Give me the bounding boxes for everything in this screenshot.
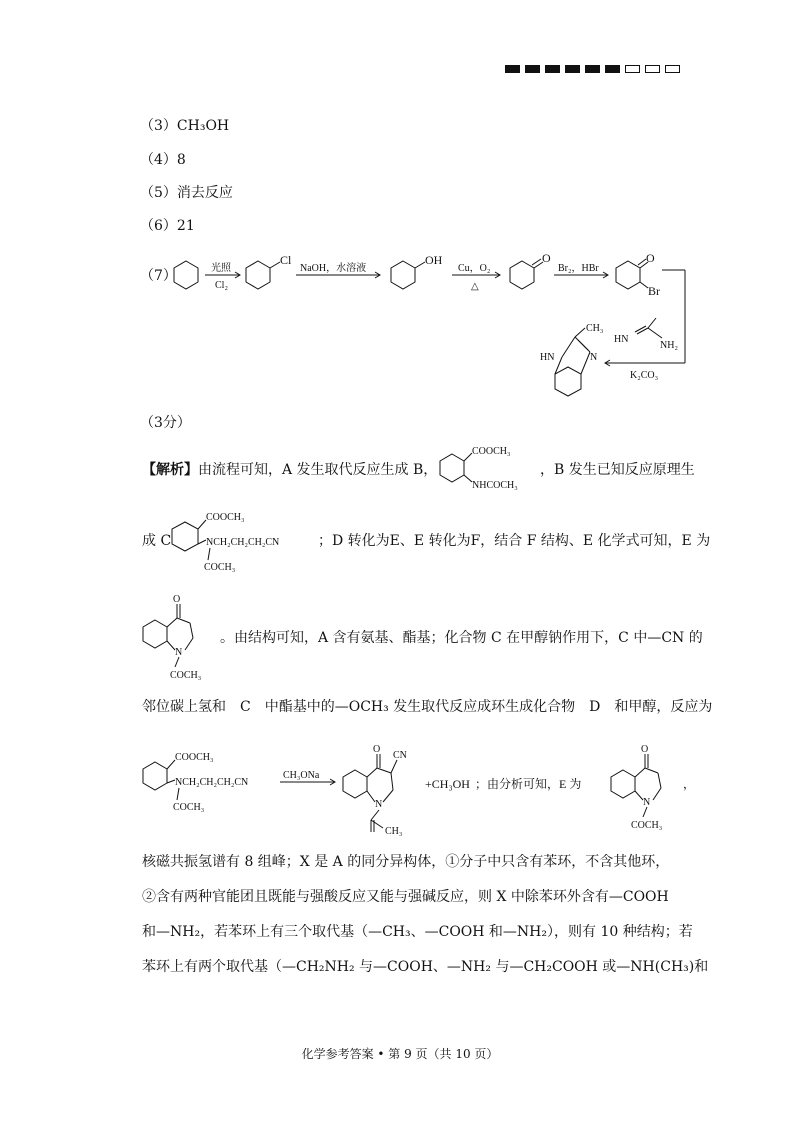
amidine-hn: HN bbox=[614, 334, 629, 345]
n-label: N bbox=[590, 352, 598, 363]
reagent-cl2: Cl₂ bbox=[215, 280, 228, 291]
br-label: Br bbox=[648, 284, 660, 298]
rx-c-cooch3: COOCH₃ bbox=[175, 752, 214, 763]
e-coch3: COCH₃ bbox=[170, 670, 202, 681]
reagent-cu-o2: Cu，O₂ bbox=[458, 263, 491, 274]
progress-segment bbox=[505, 65, 520, 73]
reaction-c-to-d bbox=[135, 740, 695, 840]
o-label: O bbox=[542, 251, 551, 265]
analysis-line-8: 苯环上有两个取代基（—CH₂NH₂ 与—COOH、—NH₂ 与—CH₂COOH 或—NH(CH₃)和 bbox=[142, 959, 709, 975]
rx-d-o: O bbox=[373, 744, 381, 755]
structure-b bbox=[432, 440, 542, 495]
rx-d-n: N bbox=[375, 799, 383, 810]
rx-d-cn: CN bbox=[393, 750, 407, 761]
answer-3: （3）CH₃OH bbox=[140, 118, 230, 134]
c-cooch3: COOCH₃ bbox=[206, 512, 245, 523]
analysis-line-6: ②含有两种官能团且既能与强酸反应又能与强碱反应，则 X 中除苯环外含有—COOH bbox=[142, 889, 669, 905]
answer-6: （6）21 bbox=[140, 218, 195, 234]
reagent-naoh: NaOH，水溶液 bbox=[300, 263, 367, 274]
analysis-line-2-prefix: 成 C bbox=[142, 533, 172, 549]
rx-reagent: CH₃ONa bbox=[283, 770, 320, 781]
rx-e-n: N bbox=[643, 797, 651, 808]
rx-e-o: O bbox=[641, 744, 649, 755]
rx-plus-ch3oh: +CH₃OH bbox=[425, 777, 470, 791]
reagent-k2co3: K₂CO₃ bbox=[630, 370, 659, 381]
rx-comma: ， bbox=[683, 777, 695, 791]
rx-after: ；由分析可知，E 为 bbox=[475, 777, 582, 791]
hn-label: HN bbox=[540, 352, 555, 363]
o-label: O bbox=[646, 251, 655, 265]
progress-segment bbox=[565, 65, 580, 73]
rx-e-coch3: COCH₃ bbox=[631, 820, 663, 831]
rx-d-ch3: CH₃ bbox=[385, 826, 403, 837]
answer-4: （4）8 bbox=[140, 152, 186, 168]
c-n-chain: NCH₂CH₂CH₂CN bbox=[206, 537, 280, 548]
reagent-br2-hbr: Br₂，HBr bbox=[558, 263, 599, 274]
structure-e bbox=[135, 590, 215, 685]
e-n: N bbox=[175, 647, 183, 658]
analysis-line-3: 。由结构可知，A 含有氨基、酯基；化合物 C 在甲醇钠作用下，C 中—CN 的 bbox=[220, 630, 703, 646]
structure-c bbox=[160, 500, 320, 575]
page-progress-indicator bbox=[505, 65, 680, 73]
reagent-heat: △ bbox=[471, 281, 479, 292]
synthesis-scheme bbox=[0, 240, 800, 410]
progress-segment bbox=[665, 65, 680, 73]
analysis-line-1: 【解析】由流程可知，A 发生取代反应生成 B， bbox=[142, 462, 438, 478]
b-cooch3: COOCH₃ bbox=[472, 446, 511, 457]
rx-c-coch3: COCH₃ bbox=[173, 802, 205, 813]
analysis-line-4: 邻位碳上氢和 C 中酯基中的—OCH₃ 发生取代反应成环生成化合物 D 和甲醇，反应为 bbox=[142, 699, 713, 715]
analysis-line-7: 和—NH₂，若苯环上有三个取代基（—CH₃、—COOH 和—NH₂），则有 10 种结构；若 bbox=[142, 924, 693, 940]
b-nhcoch3: NHCOCH₃ bbox=[472, 480, 518, 491]
analysis-line-2: ；D 转化为E、E 转化为F，结合 F 结构、E 化学式可知，E 为 bbox=[318, 533, 711, 549]
page-footer: 化学参考答案 • 第 9 页（共 10 页） bbox=[301, 1047, 499, 1061]
amidine-nh2: NH₂ bbox=[660, 340, 678, 351]
c-coch3: COCH₃ bbox=[204, 562, 236, 573]
ch3-label: CH₃ bbox=[586, 323, 604, 334]
progress-segment bbox=[545, 65, 560, 73]
progress-segment bbox=[605, 65, 620, 73]
answer-7-label: （7） bbox=[140, 268, 177, 284]
progress-segment bbox=[585, 65, 600, 73]
progress-segment bbox=[645, 65, 660, 73]
analysis-line-5: 核磁共振氢谱有 8 组峰；X 是 A 的同分异构体，①分子中只含有苯环，不含其他环， bbox=[142, 854, 670, 870]
rx-c-n-chain: NCH₂CH₂CH₂CN bbox=[175, 777, 249, 788]
oh-label: OH bbox=[425, 253, 443, 267]
e-o: O bbox=[173, 594, 181, 605]
score: （3分） bbox=[140, 415, 191, 431]
cl-label: Cl bbox=[280, 253, 292, 267]
answer-5: （5）消去反应 bbox=[140, 185, 233, 201]
progress-segment bbox=[525, 65, 540, 73]
analysis-line-1b: ，B 发生已知反应原理生 bbox=[540, 462, 695, 478]
analysis-tag: 【解析】 bbox=[142, 462, 198, 478]
reagent-light: 光照 bbox=[211, 263, 231, 274]
progress-segment bbox=[625, 65, 640, 73]
